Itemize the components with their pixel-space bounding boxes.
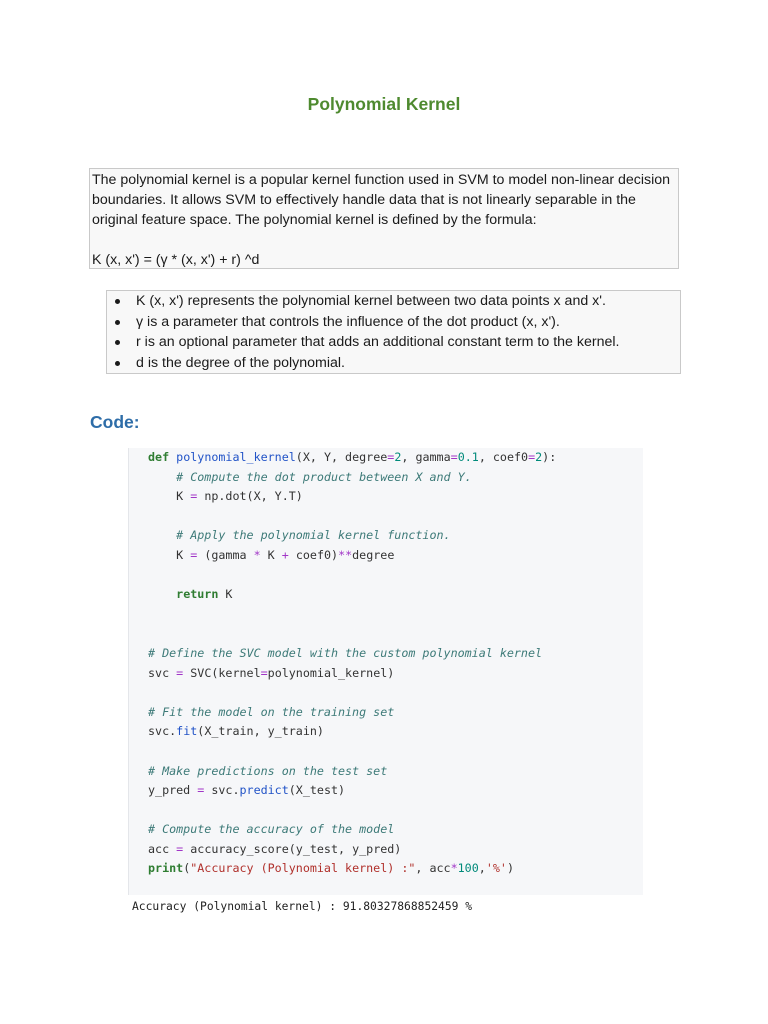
intro-paragraph: The polynomial kernel is a popular kernel function used in SVM to model non-linear decision boundaries. It allows SVM to effectively handle data that is not linearly separable in the original feature space. The polynomial kernel is defined by the formula: <box>92 172 671 228</box>
code-line-22: print("Accuracy (Polynomial kernel) :", acc*100,'%') <box>148 861 514 876</box>
code-listing <box>148 448 556 879</box>
code-heading: Code: <box>90 412 140 432</box>
code-line-6: K = (gamma * K + coef0)**degree <box>176 547 395 562</box>
code-line-15: svc.fit(X_train, y_train) <box>148 724 324 739</box>
code-comment: # Make predictions on the test set <box>148 763 388 778</box>
code-comment: # Define the SVC model with the custom polynomial kernel <box>148 645 543 660</box>
page-title: Polynomial Kernel <box>307 94 461 114</box>
code-line-3: K = np.dot(X, Y.T) <box>176 489 303 504</box>
intro-box <box>89 168 679 269</box>
code-output: Accuracy (Polynomial kernel) : 91.80327868852459 % <box>132 900 473 913</box>
code-comment: # Compute the dot product between X and Y. <box>176 469 472 484</box>
definitions-box <box>106 290 681 374</box>
code-comment: # Fit the model on the training set <box>148 704 395 719</box>
definitions-list <box>107 291 680 373</box>
list-item: γ is a parameter that controls the influence of the dot product (x, x'). <box>107 312 680 333</box>
code-line-12: svc = SVC(kernel=polynomial_kernel) <box>148 665 395 680</box>
code-comment: # Compute the accuracy of the model <box>148 822 395 837</box>
list-item: K (x, x') represents the polynomial kernel between two data points x and x'. <box>107 291 680 312</box>
kernel-formula: K (x, x') = (γ * (x, x') + r) ^d <box>92 252 260 268</box>
code-line-21: acc = accuracy_score(y_test, y_pred) <box>148 841 402 856</box>
code-comment: # Apply the polynomial kernel function. <box>176 528 451 543</box>
code-block <box>128 448 643 895</box>
code-line-18: y_pred = svc.predict(X_test) <box>148 783 346 798</box>
code-line-8: return K <box>176 587 233 602</box>
list-item: d is the degree of the polynomial. <box>107 353 680 374</box>
list-item: r is an optional parameter that adds an additional constant term to the kernel. <box>107 332 680 353</box>
code-line-1: def polynomial_kernel(X, Y, degree=2, gamma=0.1, coef0=2): <box>148 450 557 464</box>
